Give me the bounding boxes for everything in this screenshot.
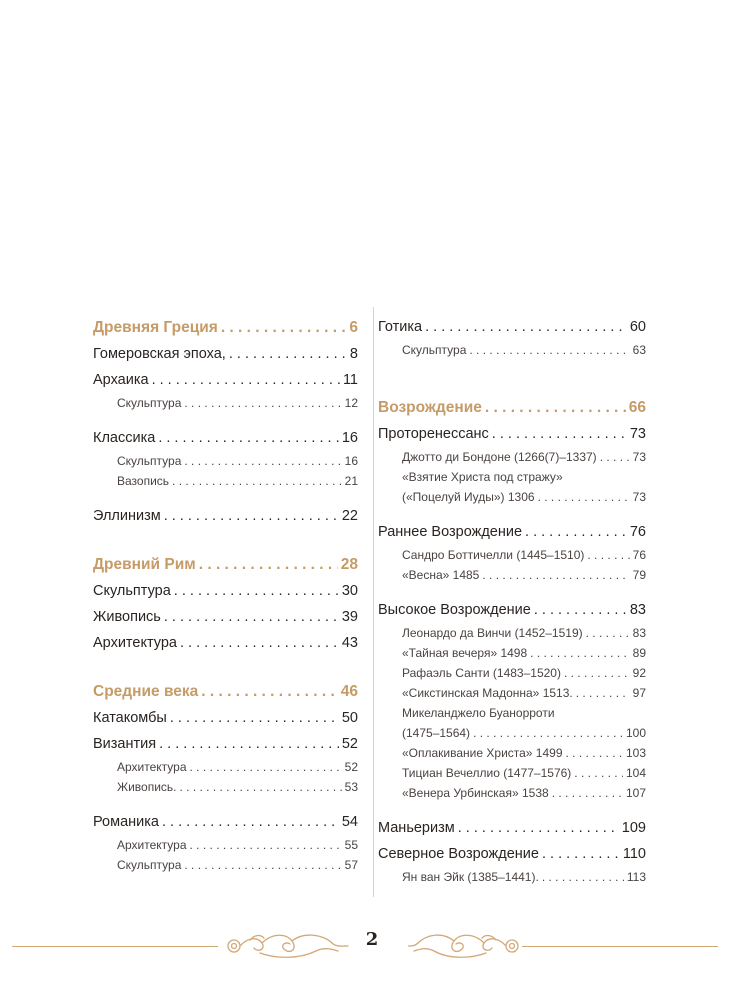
toc-page-number: 100	[625, 726, 646, 740]
dot-leader	[179, 777, 341, 797]
dot-leader	[576, 683, 630, 703]
toc-subentry[interactable]	[93, 451, 358, 471]
toc-page-number: 16	[341, 430, 358, 446]
toc-entry-title: Северное Возрождение	[378, 846, 539, 862]
toc-entry-line	[402, 487, 646, 507]
toc-subentry[interactable]	[378, 623, 646, 643]
toc-page-number: 109	[621, 820, 646, 836]
dot-leader	[534, 597, 627, 623]
toc-page-number: 46	[340, 683, 358, 700]
toc-entry-title-line: Микеланджело Буанорроти	[402, 706, 555, 720]
toc-page-number: 55	[344, 838, 358, 852]
toc-subentry[interactable]	[378, 743, 646, 763]
toc-subentry[interactable]	[378, 467, 646, 507]
toc-entry[interactable]	[378, 815, 646, 841]
page-number: 2	[365, 929, 379, 950]
dot-leader	[170, 705, 339, 731]
toc-entry[interactable]	[93, 367, 358, 393]
dot-leader	[158, 425, 339, 451]
toc-page-number: 103	[625, 746, 646, 760]
toc-page-number: 107	[625, 786, 646, 800]
toc-page-number: 113	[626, 870, 646, 884]
toc-subentry[interactable]	[93, 855, 358, 875]
toc-entry-title: Скульптура	[93, 583, 171, 599]
toc-page-number: 8	[349, 346, 358, 362]
spacer	[378, 585, 646, 597]
dot-leader	[482, 565, 629, 585]
toc-entry-title: Скульптура	[117, 396, 182, 410]
toc-page-number: 11	[342, 372, 358, 388]
toc-page-number: 60	[629, 319, 646, 335]
toc-entry-title: Проторенессанс	[378, 426, 489, 442]
toc-entry-title: Джотто ди Бондоне (1266(7)–1337)	[402, 450, 597, 464]
toc-subentry[interactable]	[378, 340, 646, 360]
dot-leader	[600, 447, 630, 467]
toc-entry-title: Маньеризм	[378, 820, 455, 836]
toc-page-number: 52	[344, 760, 358, 774]
toc-section-heading[interactable]	[378, 394, 646, 421]
toc-entry[interactable]	[378, 841, 646, 867]
toc-entry[interactable]	[93, 425, 358, 451]
toc-entry-title: Возрождение	[378, 399, 482, 416]
toc-subentry[interactable]	[93, 757, 358, 777]
toc-entry[interactable]	[93, 731, 358, 757]
toc-entry-title: Живопись.	[117, 780, 177, 794]
toc-page-number: 43	[341, 635, 358, 651]
dot-leader	[180, 630, 339, 656]
toc-page-number: 63	[632, 343, 646, 357]
dot-leader	[201, 678, 337, 705]
toc-entry-title: «Тайная вечеря» 1498	[402, 646, 528, 660]
toc-subentry[interactable]	[378, 663, 646, 683]
toc-entry-title: Скульптура	[117, 454, 182, 468]
spacer	[378, 382, 646, 394]
toc-entry-title: Высокое Возрождение	[378, 602, 531, 618]
toc-page-number: 66	[628, 399, 646, 416]
toc-subentry[interactable]	[378, 447, 646, 467]
toc-page-number: 76	[629, 524, 646, 540]
footer-rule-left	[12, 946, 218, 947]
toc-subentry[interactable]	[378, 867, 646, 887]
column-divider	[373, 307, 374, 897]
toc-entry-line	[402, 723, 646, 743]
toc-entry-title: Тициан Вечеллио (1477–1576)	[402, 766, 572, 780]
toc-page-number: 50	[341, 710, 358, 726]
toc-entry-title: Архаика	[93, 372, 149, 388]
toc-page-number: 73	[629, 426, 646, 442]
toc-page-number: 76	[632, 548, 646, 562]
ornament-swirl-right-icon	[408, 929, 526, 963]
toc-entry-title: (1475–1564)	[402, 726, 471, 740]
dot-leader	[542, 841, 620, 867]
dot-leader	[525, 519, 627, 545]
spacer	[378, 360, 646, 382]
toc-subentry[interactable]	[93, 471, 358, 491]
dot-leader	[184, 393, 341, 413]
toc-entry-title: «Венера Урбинская» 1538	[402, 786, 549, 800]
toc-entry-title: Живопись	[93, 609, 161, 625]
toc-entry-title: Древняя Греция	[93, 319, 218, 336]
toc-entry-title-line: «Взятие Христа под стражу»	[402, 470, 563, 484]
dot-leader	[164, 503, 339, 529]
toc-entry-title: Рафаэль Санти (1483–1520)	[402, 666, 561, 680]
toc-entry-title: «Сикстинская Мадонна» 1513.	[402, 686, 573, 700]
dot-leader	[566, 743, 623, 763]
toc-page-number: 21	[344, 474, 358, 488]
toc-section-heading[interactable]	[93, 678, 358, 705]
dot-leader	[530, 643, 629, 663]
dot-leader	[458, 815, 619, 841]
toc-entry-title: Скульптура	[402, 343, 467, 357]
toc-entry[interactable]	[93, 809, 358, 835]
dot-leader	[221, 314, 347, 341]
toc-page-number: 39	[341, 609, 358, 625]
dot-leader	[172, 471, 342, 491]
toc-entry-title: Архитектура	[117, 838, 187, 852]
dot-leader	[190, 835, 342, 855]
toc-page-number: 89	[632, 646, 646, 660]
toc-page-number: 28	[340, 556, 358, 573]
dot-leader	[159, 731, 339, 757]
dot-leader	[586, 623, 630, 643]
dot-leader	[485, 394, 626, 421]
toc-entry[interactable]	[378, 314, 646, 340]
toc-entry[interactable]	[93, 503, 358, 529]
dot-leader	[473, 723, 623, 743]
footer-rule-right	[522, 946, 718, 947]
dot-leader	[574, 763, 623, 783]
toc-page-number: 73	[632, 450, 646, 464]
toc-entry-title: Эллинизм	[93, 508, 161, 524]
spacer	[93, 413, 358, 425]
spacer	[93, 656, 358, 678]
toc-entry[interactable]	[378, 421, 646, 447]
dot-leader	[184, 855, 341, 875]
toc-entry-title: Классика	[93, 430, 156, 446]
toc-entry-title: Сандро Боттичелли (1445–1510)	[402, 548, 585, 562]
toc-entry[interactable]	[93, 578, 358, 604]
toc-entry[interactable]	[93, 630, 358, 656]
toc-entry-title: Раннее Возрождение	[378, 524, 523, 540]
toc-entry-title: Вазопись	[117, 474, 170, 488]
toc-page-number: 54	[341, 814, 358, 830]
ornament-swirl-left-icon	[220, 929, 350, 963]
toc-subentry[interactable]	[378, 643, 646, 663]
toc-page-number: 16	[344, 454, 358, 468]
spacer	[93, 797, 358, 809]
toc-entry-title: Романика	[93, 814, 159, 830]
toc-entry[interactable]	[93, 604, 358, 630]
toc-page-number: 57	[344, 858, 358, 872]
dot-leader	[542, 867, 624, 887]
spacer	[93, 529, 358, 551]
dot-leader	[492, 421, 627, 447]
toc-subentry[interactable]	[378, 565, 646, 585]
toc-entry-title: («Поцелуй Иуды») 1306	[402, 490, 535, 504]
toc-page-number: 110	[622, 846, 646, 862]
toc-entry[interactable]	[378, 597, 646, 623]
toc-entry-title: Скульптура	[117, 858, 182, 872]
dot-leader	[564, 663, 630, 683]
toc-section-heading[interactable]	[93, 551, 358, 578]
toc-entry-title: «Весна» 1485	[402, 568, 480, 582]
toc-column-left	[93, 314, 369, 875]
dot-leader	[552, 783, 623, 803]
dot-leader	[152, 367, 340, 393]
toc-entry[interactable]	[93, 705, 358, 731]
toc-page-number: 6	[349, 319, 358, 336]
dot-leader	[174, 578, 339, 604]
toc-page-number: 79	[632, 568, 646, 582]
toc-page-number: 12	[344, 396, 358, 410]
toc-page-number: 73	[632, 490, 646, 504]
toc-column-right	[378, 314, 646, 887]
spacer	[378, 803, 646, 815]
dot-leader	[164, 604, 339, 630]
toc-entry-title: Архитектура	[117, 760, 187, 774]
toc-page-number: 92	[632, 666, 646, 680]
toc-entry-title: Архитектура	[93, 635, 177, 651]
toc-page-number: 104	[625, 766, 646, 780]
spacer	[93, 491, 358, 503]
toc-subentry[interactable]	[93, 835, 358, 855]
page-footer	[0, 925, 731, 965]
spacer	[378, 507, 646, 519]
toc-subentry[interactable]	[93, 393, 358, 413]
toc-subentry[interactable]	[378, 783, 646, 803]
dot-leader	[184, 451, 341, 471]
toc-entry-title: Византия	[93, 736, 157, 752]
dot-leader	[190, 757, 342, 777]
toc-page-number: 22	[341, 508, 358, 524]
toc-page-number: 30	[341, 583, 358, 599]
toc-entry-title: Леонардо да Винчи (1452–1519)	[402, 626, 583, 640]
dot-leader	[538, 487, 630, 507]
toc-subentry[interactable]	[378, 703, 646, 743]
toc-page-number: 52	[341, 736, 358, 752]
toc-entry-title: Древний Рим	[93, 556, 196, 573]
dot-leader	[425, 314, 627, 340]
toc-subentry[interactable]	[378, 683, 646, 703]
dot-leader	[587, 545, 629, 565]
dot-leader	[199, 551, 338, 578]
toc-subentry[interactable]	[378, 763, 646, 783]
toc-section-heading[interactable]	[93, 314, 358, 341]
dot-leader	[469, 340, 629, 360]
toc-page-number: 53	[344, 780, 358, 794]
toc-page-number: 83	[629, 602, 646, 618]
toc-entry-title: Средние века	[93, 683, 199, 700]
toc-entry-title: Гомеровская эпоха,	[93, 346, 226, 362]
toc-page-number: 83	[632, 626, 646, 640]
toc-subentry[interactable]	[93, 777, 358, 797]
toc-entry[interactable]	[378, 519, 646, 545]
toc-entry[interactable]	[93, 341, 358, 367]
toc-entry-title: Ян ван Эйк (1385–1441).	[402, 870, 539, 884]
toc-entry-title: Готика	[378, 319, 423, 335]
dot-leader	[162, 809, 339, 835]
toc-entry-title: Катакомбы	[93, 710, 167, 726]
toc-entry-title: «Оплакивание Христа» 1499	[402, 746, 563, 760]
dot-leader	[229, 341, 347, 367]
toc-subentry[interactable]	[378, 545, 646, 565]
toc-page-number: 97	[632, 686, 646, 700]
